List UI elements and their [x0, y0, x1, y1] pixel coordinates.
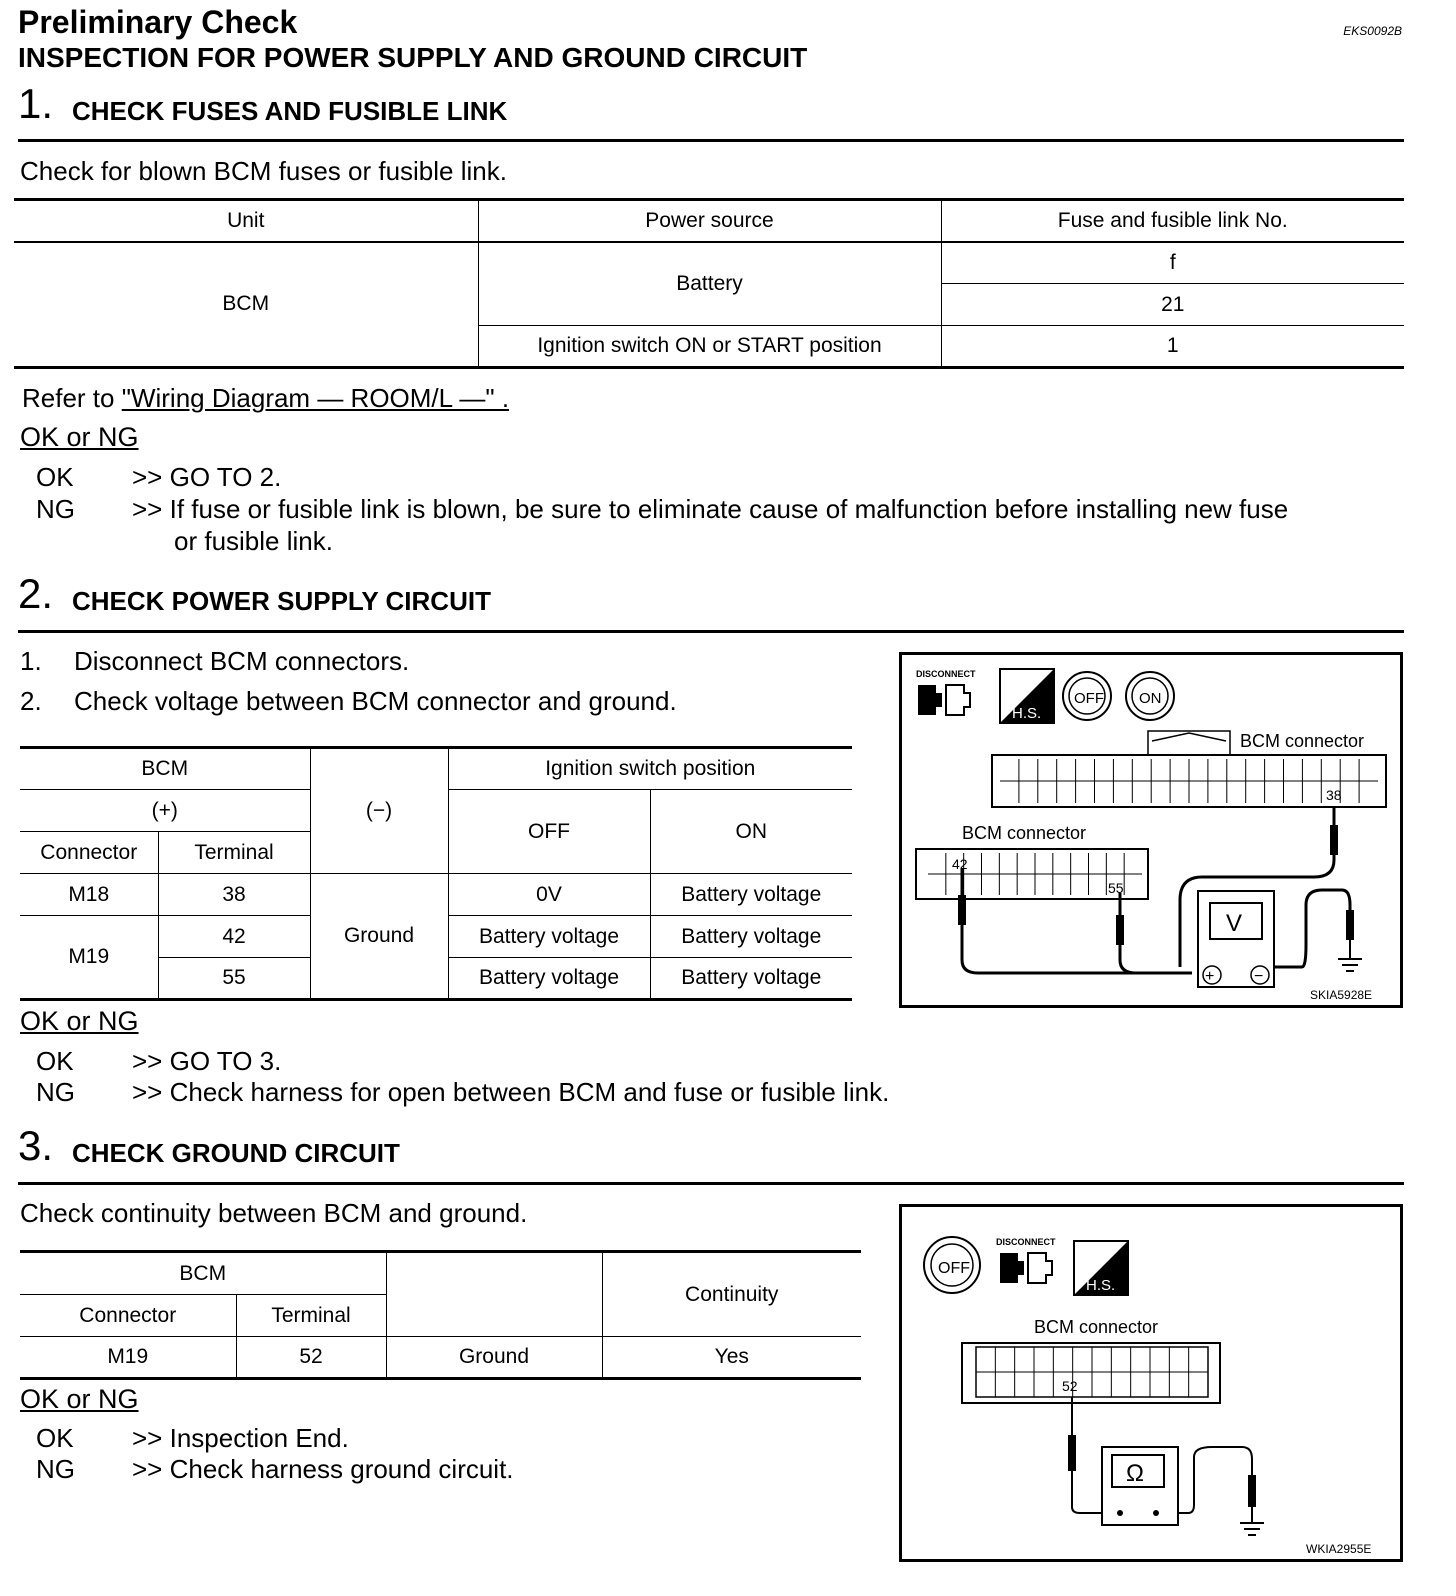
vt-row1-connector: M18 — [20, 874, 158, 916]
meter-ohm: Ω — [1126, 1460, 1144, 1487]
step2-list-item-2: Check voltage between BCM connector and ground. — [74, 686, 677, 716]
step1-refer — [22, 383, 632, 414]
vt-terminal: Terminal — [158, 832, 310, 874]
fuse-unit-bcm: BCM — [14, 242, 478, 368]
ct-bcm: BCM — [20, 1252, 386, 1295]
step1-number: 1. — [18, 80, 54, 127]
ground-icon — [1338, 940, 1362, 971]
step1-ng-text-cont: or fusible link. — [174, 526, 333, 556]
off-label-2: OFF — [938, 1260, 970, 1277]
hs-label: H.S. — [1012, 705, 1042, 722]
step2-ng-text: >> Check harness for open between BCM and fuse or fusible link. — [132, 1077, 890, 1107]
step2-ng-label: NG — [36, 1077, 75, 1107]
step3-ok-text: >> Inspection End. — [132, 1423, 349, 1453]
bcm-connector-label-1: BCM connector — [1240, 731, 1365, 751]
vt-row2-on: Battery voltage — [650, 916, 852, 958]
page-subtitle: INSPECTION FOR POWER SUPPLY AND GROUND CIRCUIT — [18, 42, 808, 73]
step3-okng: OK or NG — [20, 1384, 139, 1414]
vt-row2-connector: M19 — [20, 916, 158, 1000]
vt-on: ON — [650, 790, 852, 874]
ohmmeter-icon — [1102, 1447, 1178, 1525]
doc-id: EKS0092B — [1343, 24, 1402, 38]
step1-heading: CHECK FUSES AND FUSIBLE LINK — [72, 96, 508, 126]
wiring-diagram-link[interactable]: "Wiring Diagram — ROOM/L —" . — [121, 383, 510, 413]
ct-row-ground: Ground — [386, 1337, 602, 1379]
step2-ok-text: >> GO TO 3. — [132, 1046, 282, 1076]
meter-v: V — [1226, 910, 1243, 937]
vt-row3-on: Battery voltage — [650, 958, 852, 1000]
step3-ok-label: OK — [36, 1423, 74, 1453]
vt-connector: Connector — [20, 832, 158, 874]
hs-label-2: H.S. — [1086, 1277, 1116, 1294]
bcm-connector-label-3: BCM connector — [1034, 1317, 1159, 1337]
ignition-off-icon-2 — [924, 1237, 980, 1293]
vt-ign-pos: Ignition switch position — [448, 748, 852, 790]
ct-terminal: Terminal — [236, 1295, 386, 1337]
figure-continuity-check — [899, 1204, 1403, 1562]
figure-continuity-diagram — [902, 1207, 1400, 1559]
fuse-no-21: 21 — [941, 284, 1404, 326]
ct-row-terminal: 52 — [236, 1337, 386, 1379]
fuse-header-power: Power source — [478, 200, 941, 242]
ct-blank — [386, 1252, 602, 1337]
pin-38: 38 — [1326, 787, 1342, 803]
step3-heading: CHECK GROUND CIRCUIT — [72, 1138, 400, 1168]
bcm-connector-ground — [962, 1343, 1220, 1403]
ignition-off-icon — [1063, 672, 1111, 720]
fuse-header-unit: Unit — [14, 200, 478, 242]
vt-off: OFF — [448, 790, 650, 874]
ct-continuity: Continuity — [602, 1252, 861, 1337]
on-label: ON — [1139, 690, 1162, 707]
step3-number: 3. — [18, 1122, 54, 1169]
vt-row2-off: Battery voltage — [448, 916, 650, 958]
fuse-header-fuse: Fuse and fusible link No. — [941, 200, 1404, 242]
page-title: Preliminary Check — [18, 4, 298, 40]
ct-row-continuity: Yes — [602, 1337, 861, 1379]
step1-instruction: Check for blown BCM fuses or fusible link. — [20, 156, 507, 186]
hs-icon — [1000, 669, 1054, 723]
step1-ok-label: OK — [36, 462, 74, 492]
step3-rule — [18, 1182, 1404, 1185]
step3-instruction: Check continuity between BCM and ground. — [20, 1198, 528, 1228]
step1-rule — [18, 139, 1404, 142]
disconnect-label: DISCONNECT — [916, 669, 976, 679]
figure1-id: SKIA5928E — [1310, 988, 1373, 1002]
continuity-table — [20, 1250, 861, 1380]
ct-row-connector: M19 — [20, 1337, 236, 1379]
step2-list-num-2: 2. — [20, 686, 42, 716]
step1-okng: OK or NG — [20, 422, 139, 452]
voltage-table — [20, 746, 852, 1001]
disconnect-icon — [918, 685, 970, 715]
bcm-connector-label-2: BCM connector — [962, 823, 1087, 843]
pin-52: 52 — [1062, 1378, 1078, 1394]
disconnect-icon-2 — [1000, 1253, 1052, 1283]
vt-row1-terminal: 38 — [158, 874, 310, 916]
step2-rule — [18, 630, 1404, 633]
vt-bcm: BCM — [20, 748, 310, 790]
meter-plus: + — [1205, 968, 1215, 985]
vt-minus: (−) — [310, 748, 448, 874]
step1-ok-text: >> GO TO 2. — [132, 462, 282, 492]
step2-heading: CHECK POWER SUPPLY CIRCUIT — [72, 586, 491, 616]
vt-row3-off: Battery voltage — [448, 958, 650, 1000]
fuse-no-1: 1 — [941, 326, 1404, 368]
ct-connector: Connector — [20, 1295, 236, 1337]
refer-prefix: Refer to — [22, 383, 122, 413]
step2-number: 2. — [18, 570, 54, 617]
fuse-table — [14, 198, 1404, 369]
disconnect-label-2: DISCONNECT — [996, 1237, 1056, 1247]
step3-ng-label: NG — [36, 1454, 75, 1484]
bcm-connector-m19 — [916, 849, 1148, 899]
vt-row3-terminal: 55 — [158, 958, 310, 1000]
pin-42: 42 — [952, 856, 968, 872]
vt-row1-off: 0V — [448, 874, 650, 916]
voltmeter-icon — [1198, 891, 1274, 987]
step3-ng-text: >> Check harness ground circuit. — [132, 1454, 514, 1484]
figure2-id: WKIA2955E — [1306, 1542, 1372, 1556]
figure-voltage-diagram — [902, 655, 1400, 1005]
fuse-no-f: f — [941, 242, 1404, 284]
ground-icon-2 — [1240, 1507, 1264, 1535]
vt-row1-on: Battery voltage — [650, 874, 852, 916]
vt-plus: (+) — [20, 790, 310, 832]
step2-list-item-1: Disconnect BCM connectors. — [74, 646, 410, 676]
fuse-power-ign: Ignition switch ON or START position — [478, 326, 941, 368]
step2-ok-label: OK — [36, 1046, 74, 1076]
off-label: OFF — [1074, 690, 1104, 707]
step2-list-num-1: 1. — [20, 646, 42, 676]
meter-minus: − — [1254, 968, 1264, 985]
hs-icon-2 — [1074, 1241, 1128, 1295]
fuse-power-battery: Battery — [478, 242, 941, 326]
step1-ng-text: >> If fuse or fusible link is blown, be sure to eliminate cause of malfunction before installing new fuse — [132, 494, 1289, 524]
pin-55: 55 — [1108, 880, 1124, 896]
vt-ground: Ground — [310, 874, 448, 1000]
figure-voltage-check — [899, 652, 1403, 1008]
step1-ng-label: NG — [36, 494, 75, 524]
step2-okng: OK or NG — [20, 1006, 139, 1036]
ignition-on-icon — [1126, 672, 1174, 720]
vt-row2-terminal: 42 — [158, 916, 310, 958]
